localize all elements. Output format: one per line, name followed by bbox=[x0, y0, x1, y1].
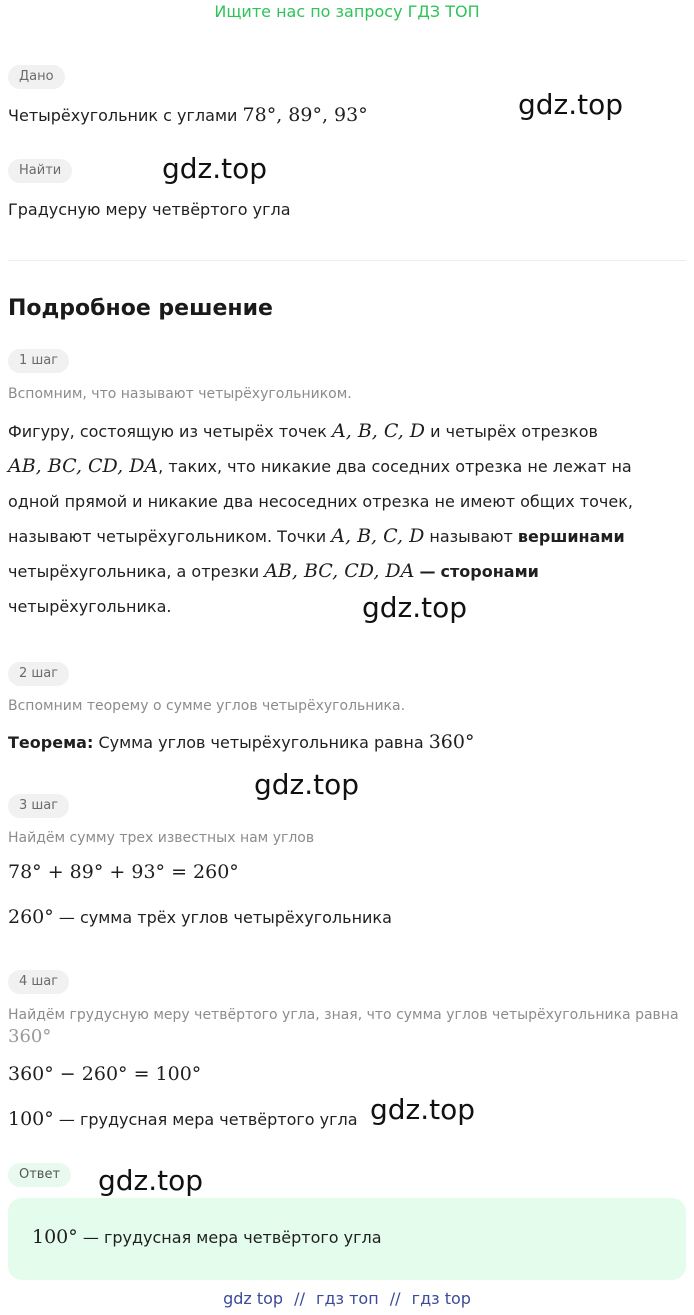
answer-text bbox=[32, 1226, 382, 1248]
step1-hint: Вспомним, что называют четырёхугольником. bbox=[8, 386, 352, 402]
step1-l1-text: Фигуру, состоящую из четырёх точек bbox=[8, 422, 327, 441]
footer-separator: // bbox=[294, 1289, 305, 1308]
answer-chip: Ответ bbox=[8, 1163, 71, 1187]
step4-result bbox=[8, 1108, 358, 1130]
answer-text-content: — грудусная мера четвёртого угла bbox=[82, 1228, 382, 1247]
find-text: Градусную меру четвёртого угла bbox=[8, 200, 291, 219]
step1-line-1 bbox=[8, 414, 678, 449]
step1-l5-text: четырёхугольника, а отрезки bbox=[8, 562, 260, 581]
given-text: Четырёхугольник с углами bbox=[8, 106, 238, 125]
watermark: gdz.top bbox=[98, 1164, 204, 1197]
watermark: gdz.top bbox=[370, 1093, 476, 1126]
step3-result-math: 260° bbox=[8, 906, 54, 928]
footer-link-gdz-top-mixed[interactable]: гдз top bbox=[411, 1289, 471, 1308]
step3-result bbox=[8, 906, 392, 928]
step1-paragraph bbox=[8, 414, 678, 624]
given-chip: Дано bbox=[8, 65, 65, 89]
step4-hint-math: 360° bbox=[8, 1026, 52, 1047]
step2-chip: 2 шаг bbox=[8, 662, 69, 686]
step1-points-math: A, B, C, D bbox=[332, 420, 426, 442]
step1-sides-term: сторонами bbox=[440, 562, 539, 581]
theorem-text: Сумма углов четырёхугольника равна bbox=[98, 733, 424, 752]
section-divider bbox=[8, 260, 686, 261]
theorem-label: Теорема: bbox=[8, 733, 94, 752]
step1-l1-text-b: и четырёх отрезков bbox=[430, 422, 598, 441]
step1-line-5 bbox=[8, 554, 678, 589]
step1-sides-math: AB, BC, CD, DA bbox=[264, 560, 415, 582]
step1-chip: 1 шаг bbox=[8, 349, 69, 373]
footer-link-gdz-top-ru[interactable]: гдз топ bbox=[316, 1289, 379, 1308]
step1-dash: — bbox=[419, 562, 436, 581]
step1-l4-text-b: называют bbox=[429, 527, 513, 546]
step4-equation: 360° − 260° = 100° bbox=[8, 1063, 202, 1085]
theorem-math: 360° bbox=[428, 731, 475, 753]
step4-result-text: — грудусная мера четвёртого угла bbox=[58, 1110, 358, 1129]
step4-hint: Найдём грудусную меру четвёртого угла, зная, что сумма углов четырёхугольника равна bbox=[8, 1007, 679, 1023]
given-angles: 78°, 89°, 93° bbox=[242, 104, 368, 126]
footer-separator: // bbox=[389, 1289, 401, 1308]
step4-chip: 4 шаг bbox=[8, 970, 69, 994]
step2-theorem bbox=[8, 731, 474, 753]
step3-result-text: — сумма трёх углов четырёхугольника bbox=[58, 908, 392, 927]
step4-result-math: 100° bbox=[8, 1108, 54, 1130]
step1-vertices-math: A, B, C, D bbox=[331, 525, 425, 547]
step1-line-3: одной прямой и никакие два несоседних отрезка не имеют общих точек, bbox=[8, 492, 633, 511]
step1-vertices-term: вершинами bbox=[517, 527, 625, 546]
step3-equation: 78° + 89° + 93° = 260° bbox=[8, 861, 239, 883]
step1-l2-text: , таких, что никакие два соседних отрезка не лежат на bbox=[158, 457, 632, 476]
step1-line-6: четырёхугольника. bbox=[8, 597, 172, 616]
step1-segments-math: AB, BC, CD, DA bbox=[8, 455, 159, 477]
given-line bbox=[8, 104, 368, 126]
solution-title: Подробное решение bbox=[8, 296, 273, 321]
step1-line-2 bbox=[8, 449, 678, 484]
step1-line-4 bbox=[8, 519, 678, 554]
step2-hint: Вспомним теорему о сумме углов четырёхугольника. bbox=[8, 698, 406, 714]
answer-math: 100° bbox=[32, 1226, 78, 1248]
watermark: gdz.top bbox=[362, 591, 468, 624]
top-banner[interactable]: Ищите нас по запросу ГДЗ ТОП bbox=[214, 2, 480, 21]
step3-chip: 3 шаг bbox=[8, 794, 69, 818]
footer-links bbox=[0, 1289, 694, 1308]
find-chip: Найти bbox=[8, 159, 72, 183]
step1-l4-text: называют четырёхугольником. Точки bbox=[8, 527, 327, 546]
footer-link-gdz-top[interactable]: gdz top bbox=[223, 1289, 284, 1308]
watermark: gdz.top bbox=[518, 88, 624, 121]
watermark: gdz.top bbox=[254, 768, 360, 801]
watermark: gdz.top bbox=[162, 152, 268, 185]
step3-hint: Найдём сумму трех известных нам углов bbox=[8, 830, 315, 846]
